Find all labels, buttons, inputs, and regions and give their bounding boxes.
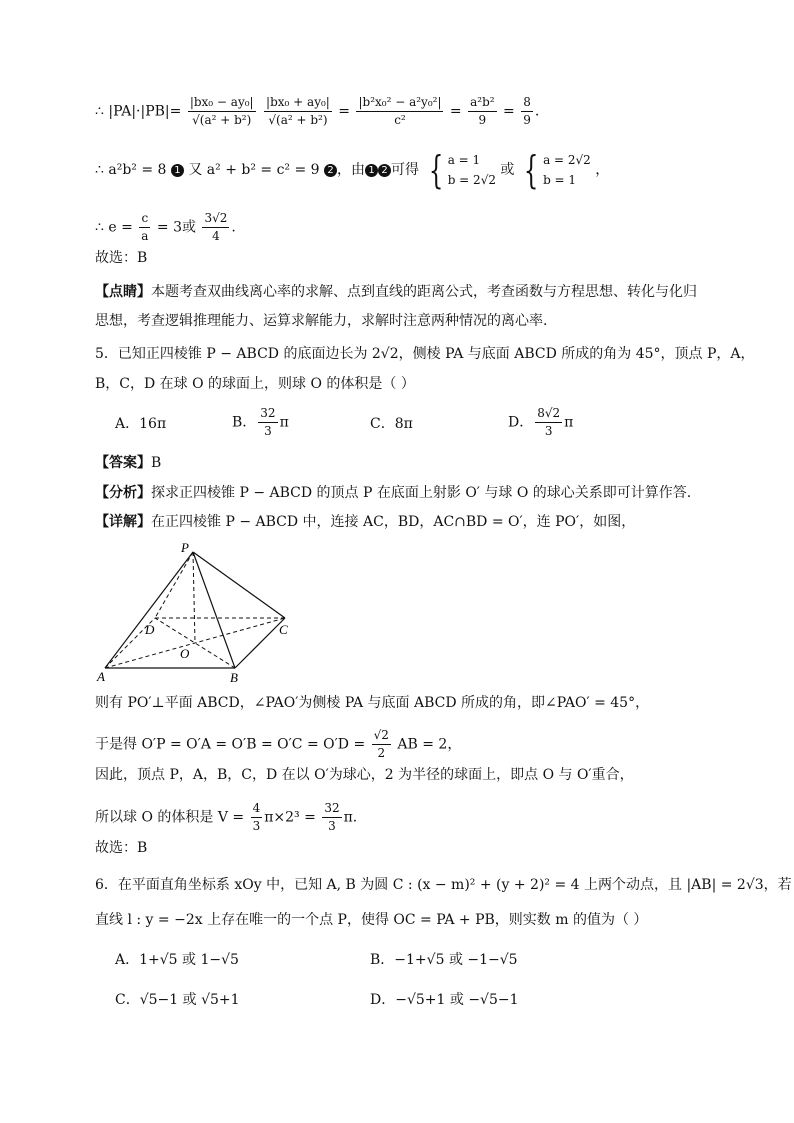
q5-option-d[interactable] (508, 405, 573, 440)
option-text: π (279, 414, 289, 431)
case-block (448, 150, 496, 190)
circled-number: 1 (171, 164, 184, 177)
q5-option-a[interactable] (115, 414, 166, 434)
denominator: 4 (212, 229, 220, 243)
option-text: −√5+1 或 −√5−1 (395, 992, 519, 1008)
equation-text: 又 a² + b² = c² = 9 (188, 162, 320, 178)
numerator: |b²x₀² − a²y₀²| (356, 94, 443, 112)
equation-text: 可得 (391, 162, 420, 178)
numerator: a²b² (468, 94, 496, 112)
fraction (251, 800, 263, 835)
q6-option-d[interactable] (370, 990, 519, 1010)
fraction (264, 94, 332, 129)
option-letter: D． (370, 992, 396, 1008)
denominator: 9 (523, 113, 531, 127)
equation-text: 于是得 O′P = O′A = O′B = O′C = O′D = (95, 736, 366, 753)
equation-text: 所以球 O 的体积是 V = (95, 809, 245, 826)
numerator: 4 (251, 800, 263, 818)
edge-pb (193, 552, 235, 668)
fraction (188, 94, 256, 129)
comment-line-1 (95, 282, 697, 302)
numerator: 32 (322, 800, 341, 818)
q6-option-b[interactable] (370, 950, 518, 970)
case-line: a = 1 (447, 153, 481, 167)
denominator: √(a² + b²) (268, 113, 328, 127)
fraction (372, 727, 391, 762)
option-text: √5−1 或 √5+1 (139, 992, 240, 1008)
q5-analysis-line (95, 483, 691, 503)
fraction (322, 800, 341, 835)
answer-line: 故选：B (95, 250, 148, 266)
equation-text: = 3或 (156, 219, 196, 236)
q5-option-b[interactable] (232, 405, 289, 440)
denominator: c² (394, 113, 406, 127)
option-text: −1+√5 或 −1−√5 (394, 952, 518, 968)
solution-formula-line-1: ∴ |PA|·|PB|= $\frac{\text{|bx₀ − ay₀|}}{\text{√(a² + b²)}}$ $\frac{\text{|bx₀ + ay₀|}}{\text{√(a² + b²)}}$ = $\frac{\text{|b²x₀² − a²y₀²|}}{\text{c²}}$ = $\frac{\text{a²b²}}{9}$ = $\frac{8}{9}$ . (95, 95, 540, 127)
equation-text: . (231, 219, 236, 236)
fraction (535, 405, 562, 440)
equation-text: ∴ e = (95, 219, 133, 236)
label-p: P (181, 540, 189, 555)
edge-bc (235, 618, 285, 668)
height-po (193, 552, 195, 643)
option-letter: B． (232, 414, 257, 431)
label-d: D (145, 622, 155, 637)
solution-formula-line-3 (95, 210, 236, 245)
fraction (521, 94, 533, 129)
or-text: 或 (500, 162, 515, 178)
detail-text: 在正四棱锥 P − ABCD 中，连接 AC，BD，AC∩BD = O′，连 PO′，如图， (151, 514, 636, 530)
label-c: C (279, 622, 288, 637)
case-line: b = 2√2 (447, 173, 496, 187)
option-text: π (564, 414, 574, 431)
answer-tag: 【答案】 (95, 455, 151, 471)
circled-number: 2 (378, 164, 391, 177)
detail-tag: 【详解】 (95, 514, 151, 530)
numerator: c (139, 210, 150, 228)
equation-text: AB = 2， (397, 736, 462, 753)
denominator: 3 (264, 424, 272, 438)
edge-pc (193, 552, 285, 618)
denominator: a (141, 229, 149, 243)
option-letter: C． (115, 992, 140, 1008)
fraction (258, 405, 277, 440)
option-letter: A． (115, 952, 140, 968)
q6-option-a[interactable] (115, 950, 239, 970)
q5-after-line-2 (95, 727, 461, 762)
q5-answer-final: 故选：B (95, 840, 148, 856)
fraction (468, 94, 496, 129)
denominator: 3 (328, 819, 336, 833)
denominator: 2 (377, 746, 386, 760)
numerator: 8√2 (535, 405, 562, 423)
numerator: √2 (372, 727, 391, 745)
label-o: O (180, 646, 190, 661)
circled-number: 1 (365, 164, 378, 177)
equation-text: ∴ a²b² = 8 (95, 162, 167, 178)
answer-value: B (151, 455, 162, 471)
option-letter: C． (370, 416, 395, 432)
q5-after-line-1: 则有 PO′⊥平面 ABCD，∠PAO′为侧棱 PA 与底面 ABCD 所成的角，即∠PAO′ = 45°， (95, 695, 650, 711)
fraction (202, 210, 229, 245)
brace: { (523, 148, 539, 192)
q5-answer-line (95, 453, 161, 473)
circled-number: 2 (324, 164, 337, 177)
denominator: 9 (478, 113, 487, 127)
option-text: 8π (394, 416, 413, 432)
equation-text: ，由 (337, 162, 366, 178)
equation-text: π×2³ = (264, 809, 316, 826)
q5-detail-line (95, 512, 635, 532)
pyramid-figure (95, 540, 305, 685)
equation-text: π. (343, 809, 358, 826)
case-block (543, 150, 591, 190)
label-a: A (97, 669, 105, 684)
edge-pd-hidden (155, 552, 193, 618)
comment-line-2: 思想，考查逻辑推理能力、运算求解能力，求解时注意两种情况的离心率. (95, 313, 548, 329)
denominator: √(a² + b²) (192, 113, 252, 127)
equation-text: ， (595, 162, 610, 178)
q5-after-line-3: 因此，顶点 P，A，B，C，D 在以 O′为球心，2 为半径的球面上，即点 O 与 O′重合， (95, 767, 634, 783)
question-5-stem-2: B，C，D 在球 O 的球面上，则球 O 的体积是（ ） (95, 376, 415, 392)
analysis-text: 探求正四棱锥 P − ABCD 的顶点 P 在底面上射影 O′ 与球 O 的球心关系即可计算作答. (151, 485, 692, 501)
label-b: B (230, 670, 238, 685)
q5-option-c[interactable] (370, 414, 413, 434)
analysis-tag: 【分析】 (95, 485, 151, 501)
option-letter: B． (370, 952, 395, 968)
case-line: a = 2√2 (543, 153, 591, 167)
option-letter: A． (115, 416, 140, 432)
numerator: 3√2 (202, 210, 229, 228)
question-6-stem-1: 6．在平面直角坐标系 xOy 中，已知 A, B 为圆 C : (x − m)² + (y + 2)² = 4 上两个动点，且 |AB| = 2√3，若 (95, 877, 792, 893)
question-5-stem-1: 5．已知正四棱锥 P − ABCD 的底面边长为 2√2，侧棱 PA 与底面 ABCD 所成的角为 45°，顶点 P，A， (95, 346, 755, 362)
q5-after-line-4 (95, 800, 357, 835)
numerator: |bx₀ − ay₀| (188, 94, 256, 112)
comment-tag: 【点睛】 (95, 284, 151, 300)
option-text: 1+√5 或 1−√5 (139, 952, 239, 968)
solution-formula-line-2 (95, 150, 609, 190)
denominator: 3 (544, 424, 553, 438)
case-line: b = 1 (543, 173, 577, 187)
numerator: 8 (521, 94, 533, 112)
fraction (356, 94, 443, 129)
option-letter: D． (508, 414, 534, 431)
denominator: 3 (252, 819, 261, 833)
option-text: 16π (139, 416, 167, 432)
numerator: 32 (258, 405, 277, 423)
numerator: |bx₀ + ay₀| (264, 94, 332, 112)
brace: { (428, 148, 443, 192)
comment-text: 本题考查双曲线离心率的求解、点到直线的距离公式，考查函数与方程思想、转化与化归 (151, 284, 697, 300)
fraction (139, 210, 150, 245)
question-6-stem-2: 直线 l : y = −2x 上存在唯一的一个点 P，使得 OC = PA + PB，则实数 m 的值为（ ） (95, 912, 648, 928)
formula-prefix: ∴ |PA|·|PB|= (95, 103, 182, 120)
q6-option-c[interactable] (115, 990, 240, 1010)
